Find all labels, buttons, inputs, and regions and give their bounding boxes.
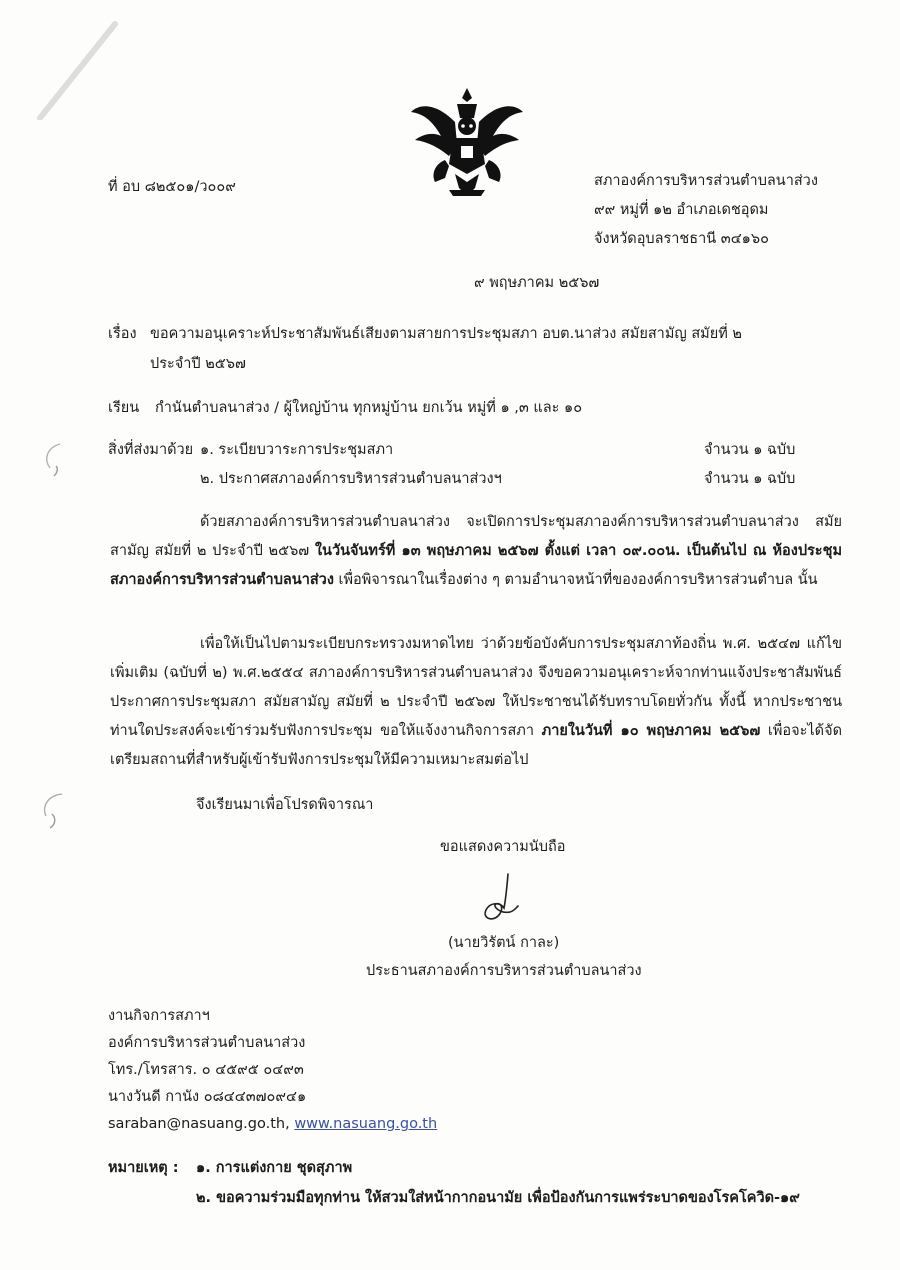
recipient-text: กำนันตำบลนาส่วง / ผู้ใหญ่บ้าน ทุกหมู่บ้าน ยกเว้น หมู่ที่ ๑ ,๓ และ ๑๐: [155, 400, 583, 416]
remarks-label-text: หมายเหตุ: [108, 1160, 168, 1176]
enclosure-item: ๒. ประกาศสภาองค์การบริหารส่วนตำบลนาส่วงฯ: [200, 471, 502, 487]
body-paragraph: [110, 508, 842, 595]
contact-organization: องค์การบริหารส่วนตำบลนาส่วง: [108, 1035, 306, 1051]
office-line: ๙๙ หมู่ที่ ๑๒ อำเภอเดชอุดม: [594, 202, 769, 218]
subject-text: ประจำปี ๒๕๖๗: [150, 356, 246, 372]
remarks-label: หมายเหตุ :: [108, 1160, 179, 1176]
signatory-name: (นายวิรัตน์ กาละ): [448, 935, 560, 951]
closing-salutation: ขอแสดงความนับถือ: [440, 839, 566, 855]
contact-department: งานกิจการสภาฯ: [108, 1008, 210, 1024]
recipient-label: เรียน: [108, 400, 140, 416]
website-link[interactable]: www.nasuang.go.th: [294, 1116, 438, 1132]
contact-email-line: [108, 1117, 437, 1132]
letter-date: ๙ พฤษภาคม ๒๕๖๗: [474, 275, 600, 291]
body-text: เพื่อพิจารณาในเรื่องต่าง ๆ ตามอำนาจหน้าที่ขององค์การบริหารส่วนตำบล นั้น: [333, 572, 818, 588]
garuda-emblem-icon: [405, 82, 529, 202]
office-line: จังหวัดอุบลราชธานี ๓๔๑๖๐: [594, 231, 769, 247]
body-text: ด้วยสภาองค์การบริหารส่วนตำบลนาส่วง จะเปิดการประชุมสภาองค์การบริหารส่วนตำบลนาส่วง สมัยสามัญ สมัยที่ ๒ ประจำปี ๒๕๖๗: [110, 514, 842, 559]
punch-hole-mark: [40, 440, 66, 480]
deadline-date: ภายในวันที่ ๑๐ พฤษภาคม ๒๕๖๗: [541, 723, 761, 739]
office-line: สภาองค์การบริหารส่วนตำบลนาส่วง: [594, 173, 818, 189]
enclosure-item: ๑. ระเบียบวาระการประชุมสภา: [200, 442, 394, 458]
subject-label: เรื่อง: [108, 326, 137, 342]
contact-email: saraban@nasuang.go.th,: [108, 1116, 290, 1132]
body-text: เพื่อให้เป็นไปตามระเบียบกระทรวงมหาดไทย ว่าด้วยข้อบังคับการประชุมสภาท้องถิ่น พ.ศ. ๒๕๔๗ แก้ไขเพิ่มเติม (ฉบับที่ ๒) พ.ศ.๒๕๕๔ สภาองค์การบริหารส่วนตำบลนาส่วง จึงขอความอนุเคราะห์จากท่านแจ้งประชาสัมพันธ์ประกาศการประชุมสภา สมัยสามัญ สมัยที่ ๒ ประจำปี ๒๕๖๗ ให้ประชาชนได้รับทราบโดยทั่วกัน ทั้งนี้ หากประชาชนท่านใดประสงค์จะเข้าร่วมรับฟังการประชุม ขอให้แจ้งงานกิจการสภา: [110, 636, 842, 739]
body-paragraph: [110, 630, 842, 775]
contact-person: นางวันดี กานัง ๐๘๔๔๓๗๐๙๔๑: [108, 1089, 307, 1105]
scan-streak: [30, 20, 120, 120]
enclosure-quantity: จำนวน ๑ ฉบับ: [704, 471, 796, 487]
signatory-position: ประธานสภาองค์การบริหารส่วนตำบลนาส่วง: [366, 963, 642, 979]
enclosures-label: สิ่งที่ส่งมาด้วย: [108, 442, 194, 458]
subject-text: ขอความอนุเคราะห์ประชาสัมพันธ์เสียงตามสายการประชุมสภา อบต.นาส่วง สมัยสามัญ สมัยที่ ๒: [150, 326, 742, 342]
punch-hole-mark: [40, 790, 66, 830]
remark-item: ๒. ขอความร่วมมือทุกท่าน ให้สวมใส่หน้ากากอนามัย เพื่อป้องกันการแพร่ระบาดของโรคโควิด-๑๙: [196, 1190, 800, 1206]
meeting-datetime-place: ในวันจันทร์ที่ ๑๓ พฤษภาคม ๒๕๖๗ ตั้งแต่ เวลา ๐๙.๐๐น. เป็นต้นไป ณ ห้องประชุมสภาองค์การบริหารส่วนตำบลนาส่วง: [110, 543, 842, 588]
reference-number: ที่ อบ ๘๒๕๐๑/ว๐๐๙: [108, 179, 236, 195]
closing-request: จึงเรียนมาเพื่อโปรดพิจารณา: [196, 797, 374, 813]
contact-phone: โทร./โทรสาร. ๐ ๔๕๙๕ ๐๔๙๓: [108, 1062, 304, 1078]
enclosure-quantity: จำนวน ๑ ฉบับ: [704, 442, 796, 458]
body-text: เพื่อจะได้จัดเตรียมสถานที่สำหรับผู้เข้ารับฟังการประชุมให้มีความเหมาะสมต่อไป: [110, 723, 842, 768]
remark-item: ๑. การแต่งกาย ชุดสุภาพ: [196, 1160, 353, 1176]
handwritten-signature: [478, 872, 524, 930]
